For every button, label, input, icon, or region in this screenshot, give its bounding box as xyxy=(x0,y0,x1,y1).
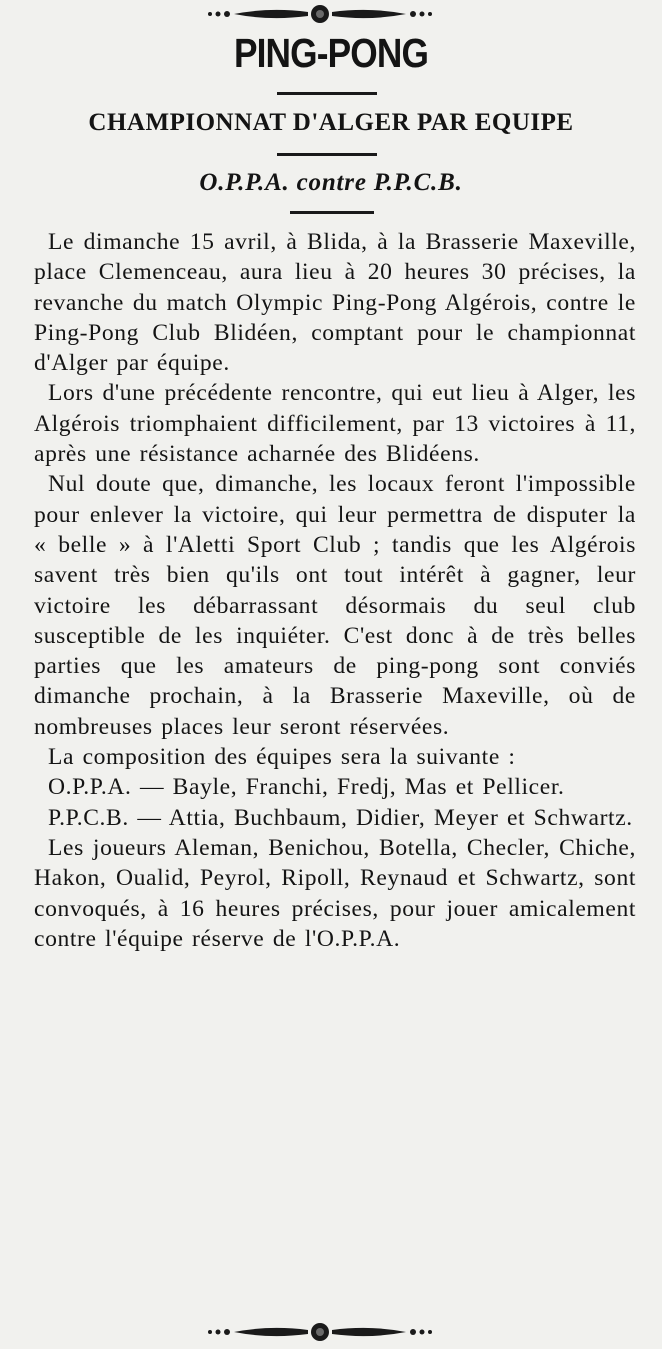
paragraph-preview: Nul doute que, dimanche, les locaux feront l'impossible pour enlever la victoire, qui leur permettra de disputer la « belle » à l'Aletti Sport Club ; tandis que les Algérois savent très bien qu'ils ont tout intérêt à gagner, leur victoire les débarrassant désormais du seul club susceptible de les inquiéter. C'est donc à de très belles parties que les amateurs de ping-pong sont conviés dimanche prochain, à la Brasserie Maxeville, où de nombreuses places leur seront réservées. xyxy=(34,471,636,740)
paragraph-previous-match: Lors d'une précédente rencontre, qui eut lieu à Alger, les Algérois triomphaient difficilement, par 13 victoires à 11, après une résistance acharnée des Blidéens. xyxy=(34,380,636,468)
teams-title: O.P.P.A. contre P.P.C.B. xyxy=(199,169,463,196)
divider-rule xyxy=(277,92,377,95)
ornament-top-icon xyxy=(200,2,440,26)
article-body xyxy=(34,227,636,954)
divider-rule xyxy=(277,153,377,156)
divider-rule xyxy=(290,211,374,214)
paragraph-convocation: Les joueurs Aleman, Benichou, Botella, Checler, Chiche, Hakon, Oualid, Peyrol, Ripoll, Reynaud et Schwartz, sont convoqués, à 16 heures précises, pour jouer amicalement contre l'équipe réserve de l'O.P.P.A. xyxy=(34,834,636,952)
ornament-bottom-icon xyxy=(200,1320,440,1344)
paragraph-announcement: Le dimanche 15 avril, à Blida, à la Brasserie Maxeville, place Clemenceau, aura lieu à 20 heures 30 précises, la revanche du match Olympic Ping-Pong Algérois, contre le Ping-Pong Club Blidéen, comptant pour le championnat d'Alger par équipe. xyxy=(34,229,636,377)
subheadline: CHAMPIONNAT D'ALGER PAR EQUIPE xyxy=(88,109,574,136)
headline: PING-PONG xyxy=(233,30,429,76)
paragraph-composition-intro: La composition des équipes sera la suivante : xyxy=(48,744,516,771)
paragraph-team-oppa: O.P.P.A. — Bayle, Franchi, Fredj, Mas et Pellicer. xyxy=(48,774,565,801)
paragraph-team-ppcb: P.P.C.B. — Attia, Buchbaum, Didier, Meyer et Schwartz. xyxy=(48,804,633,831)
